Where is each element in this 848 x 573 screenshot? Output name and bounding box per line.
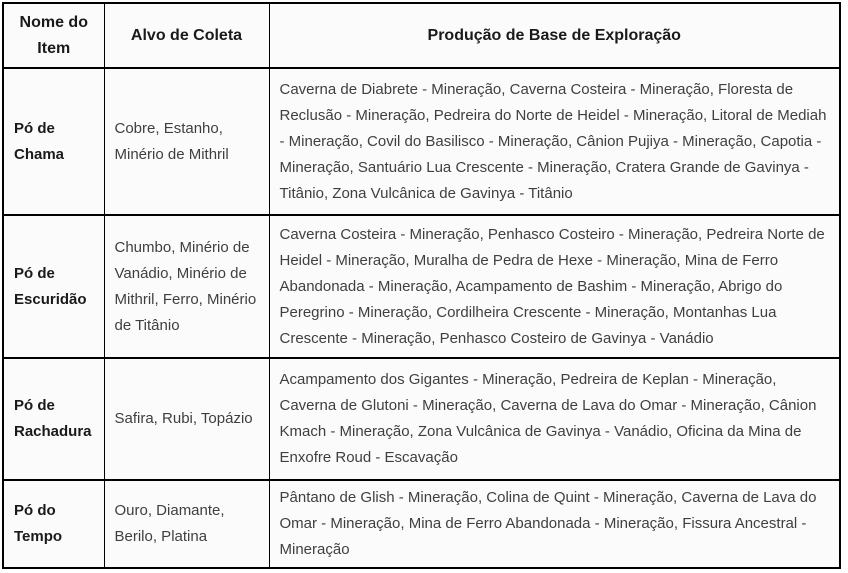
production-cell: Caverna de Diabrete - Mineração, Caverna Costeira - Mineração, Floresta de Reclusão - Mineração, Pedreira do Norte de Heidel - Mineração, Litoral de Mediah - Mineração, Covil do Basilisco - Mineração, Cânion Pujiya - Mineração, Capotia - Mineração, Santuário Lua Crescente - Mineração, Cratera Grande de Gavinya - Titânio, Zona Vulcânica de Gavinya - Titânio [269,68,840,215]
column-header-collect-target: Alvo de Coleta [104,3,269,68]
collect-target-cell: Cobre, Estanho, Minério de Mithril [104,68,269,215]
collect-target-cell: Chumbo, Minério de Vanádio, Minério de Mithril, Ferro, Minério de Titânio [104,215,269,358]
item-name-cell: Pó de Rachadura [3,358,104,480]
item-name-cell: Pó de Escuridão [3,215,104,358]
production-cell: Caverna Costeira - Mineração, Penhasco Costeiro - Mineração, Pedreira Norte de Heidel - Mineração, Muralha de Pedra de Hexe - Mineração, Mina de Ferro Abandonada - Mineração, Acampamento de Bashim - Mineração, Abrigo do Peregrino - Mineração, Cordilheira Crescente - Mineração, Montanhas Lua Crescente - Mineração, Penhasco Costeiro de Gavinya - Vanádio [269,215,840,358]
production-cell: Acampamento dos Gigantes - Mineração, Pedreira de Keplan - Mineração, Caverna de Glutoni - Mineração, Caverna de Lava do Omar - Mineração, Cânion Kmach - Mineração, Zona Vulcânica de Gavinya - Vanádio, Oficina da Mina de Enxofre Roud - Escavação [269,358,840,480]
table-row [3,480,840,568]
production-cell: Pântano de Glish - Mineração, Colina de Quint - Mineração, Caverna de Lava do Omar - Mineração, Mina de Ferro Abandonada - Mineração, Fissura Ancestral - Mineração [269,480,840,568]
table-row [3,68,840,215]
table-row [3,215,840,358]
item-name-cell: Pó do Tempo [3,480,104,568]
table-row [3,358,840,480]
column-header-production-base: Produção de Base de Exploração [269,3,840,68]
item-name-cell: Pó de Chama [3,68,104,215]
header-row [3,3,840,68]
column-header-item-name: Nome do Item [3,3,104,68]
item-production-table [2,2,841,569]
collect-target-cell: Safira, Rubi, Topázio [104,358,269,480]
collect-target-cell: Ouro, Diamante, Berilo, Platina [104,480,269,568]
